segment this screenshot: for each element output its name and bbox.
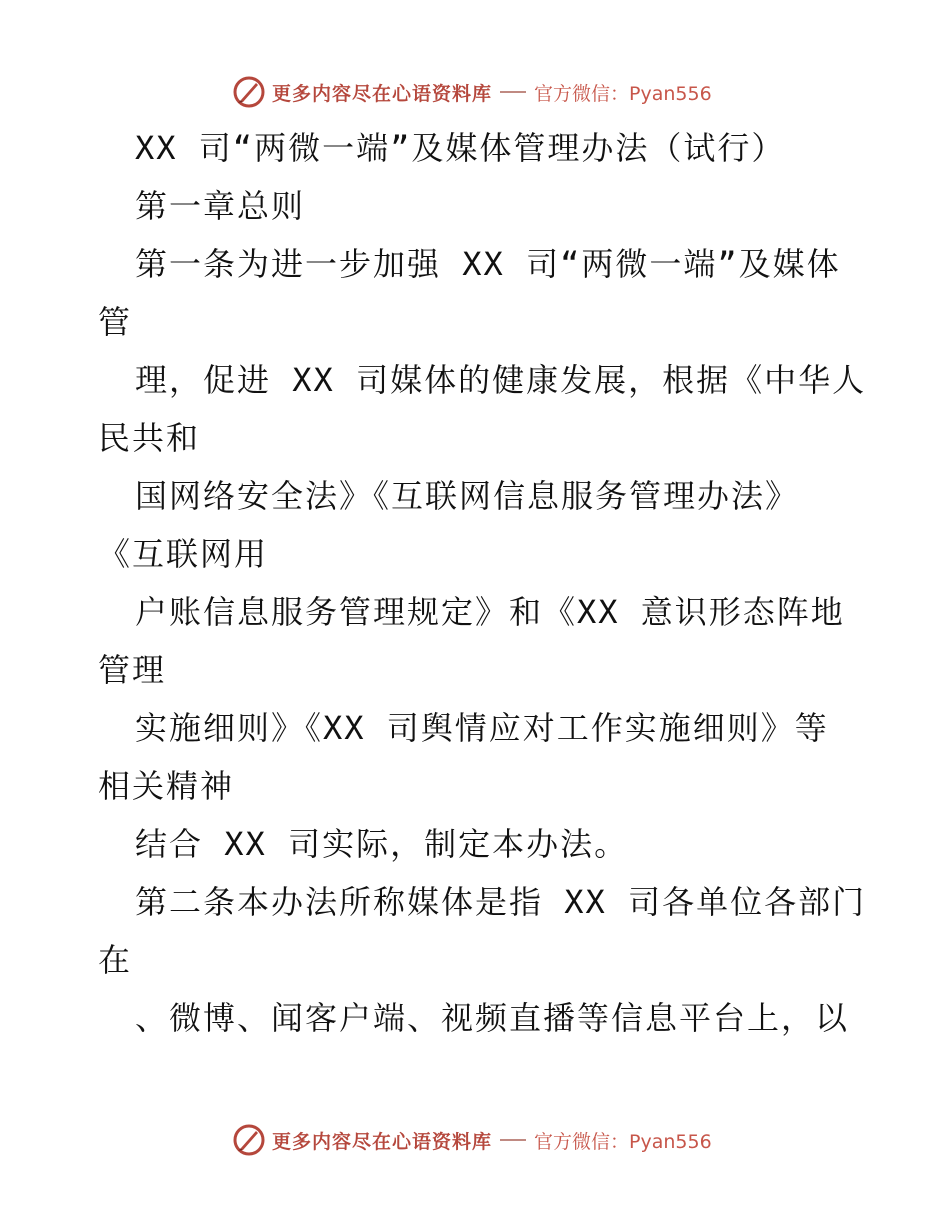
text-line: 结合 XX 司实际，制定本办法。 — [135, 825, 629, 863]
text-line: 、微博、闻客户端、视频直播等信息平台上，以 — [135, 999, 850, 1037]
text-line: 相关精神 — [98, 767, 235, 805]
banner-brand: 更多内容尽在心语资料库 — [272, 1130, 493, 1153]
banner-account — [534, 1127, 712, 1154]
text-line: 第二条本办法所称媒体是指 XX 司各单位各部门 — [135, 883, 867, 921]
text-line: 《互联网用 — [98, 535, 269, 573]
banner-separator — [500, 1139, 526, 1141]
text-line: 第一章总则 — [135, 187, 306, 225]
document-title: XX 司“两微一端”及媒体管理办法（试行） — [135, 129, 786, 167]
text-line: 理，促进 XX 司媒体的健康发展，根据《中华人 — [135, 361, 867, 399]
banner-account-id: Pyan556 — [629, 1130, 712, 1153]
quill-logo-icon — [232, 75, 266, 109]
quill-logo-icon — [232, 1123, 266, 1157]
text-line: 管理 — [98, 651, 167, 689]
text-line: 第一条为进一步加强 XX 司“两微一端”及媒体 — [135, 245, 841, 283]
text-line: 民共和 — [98, 419, 201, 457]
banner-account-label: 官方微信： — [534, 82, 630, 105]
banner-separator — [500, 91, 526, 93]
footer-banner — [232, 1120, 712, 1160]
text-line: 管 — [98, 303, 133, 341]
banner-account-id: Pyan556 — [629, 82, 712, 105]
text-line: 在 — [98, 941, 133, 979]
banner-account — [534, 79, 712, 106]
text-line: 国网络安全法》《互联网信息服务管理办法》 — [135, 477, 800, 515]
banner-brand: 更多内容尽在心语资料库 — [272, 82, 493, 105]
text-line: 实施细则》《XX 司舆情应对工作实施细则》等 — [135, 709, 829, 747]
text-line: 户账信息服务管理规定》和《XX 意识形态阵地 — [135, 593, 845, 631]
header-banner — [232, 72, 712, 112]
banner-account-label: 官方微信： — [534, 1130, 630, 1153]
